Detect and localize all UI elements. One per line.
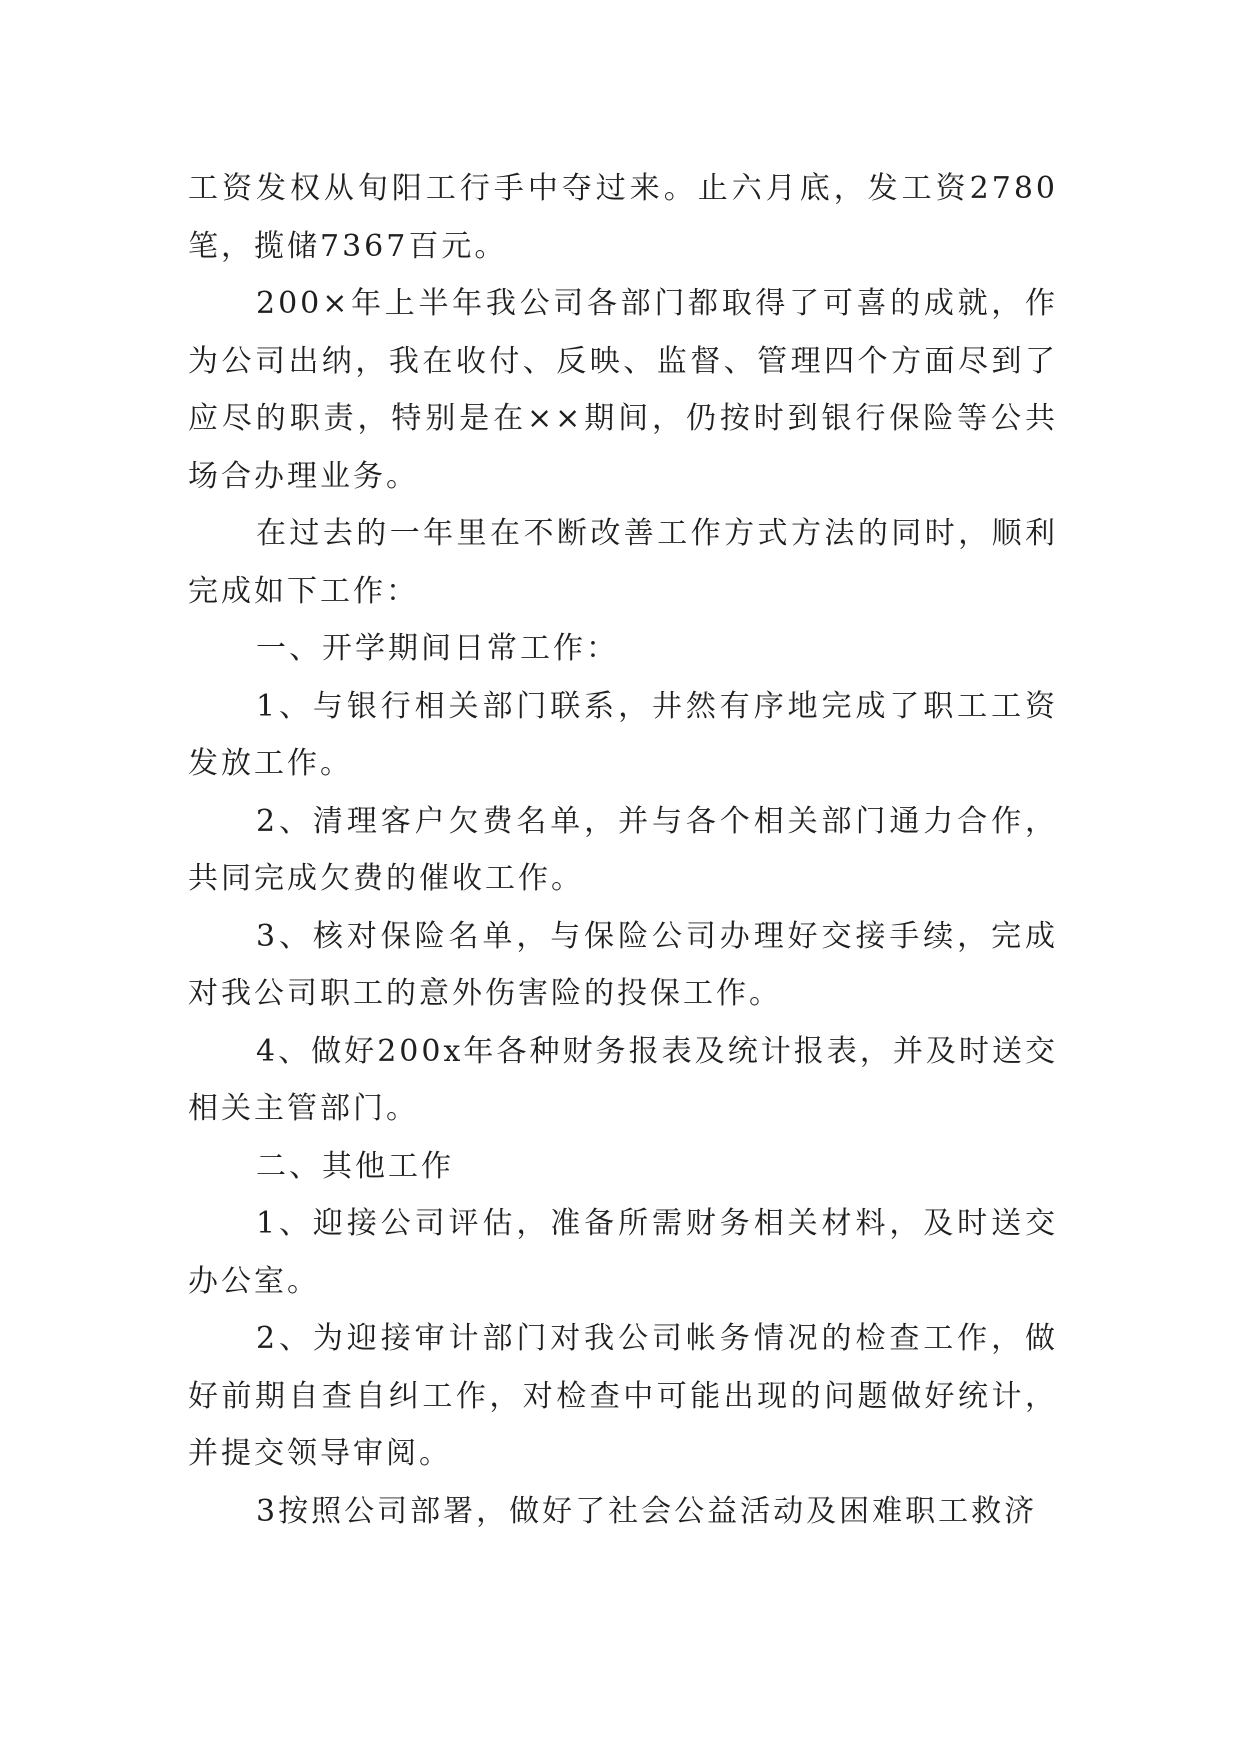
list-item-1-3: 3、核对保险名单，与保险公司办理好交接手续，完成对我公司职工的意外伤害险的投保工作。 (188, 918, 1058, 1011)
list-item-1-1: 1、与银行相关部门联系，井然有序地完成了职工工资发放工作。 (188, 688, 1058, 781)
paragraph-2: 200×年上半年我公司各部门都取得了可喜的成就，作为公司出纳，我在收付、反映、监督、管理四个方面尽到了应尽的职责，特别是在××期间，仍按时到银行保险等公共场合办理业务。 (188, 286, 1058, 494)
section-heading-2: 二、其他工作 (256, 1148, 454, 1184)
list-item-2-3: 3按照公司部署，做好了社会公益活动及困难职工救济 (256, 1493, 1038, 1529)
section-heading-1: 一、开学期间日常工作： (256, 631, 619, 666)
document-body (188, 160, 1058, 1540)
list-item-2-2: 2、为迎接审计部门对我公司帐务情况的检查工作，做好前期自查自纠工作，对检查中可能出现的问题做好统计，并提交领导审阅。 (188, 1321, 1058, 1471)
list-item-1-4: 4、做好200x年各种财务报表及统计报表，并及时送交相关主管部门。 (188, 1033, 1058, 1126)
list-item-2-1: 1、迎接公司评估，准备所需财务相关材料，及时送交办公室。 (188, 1206, 1058, 1299)
paragraph-1: 工资发权从旬阳工行手中夺过来。止六月底，发工资2780笔，揽储7367百元。 (188, 171, 1058, 264)
list-item-1-2: 2、清理客户欠费名单，并与各个相关部门通力合作，共同完成欠费的催收工作。 (188, 803, 1058, 896)
paragraph-3: 在过去的一年里在不断改善工作方式方法的同时，顺利完成如下工作： (188, 516, 1058, 609)
